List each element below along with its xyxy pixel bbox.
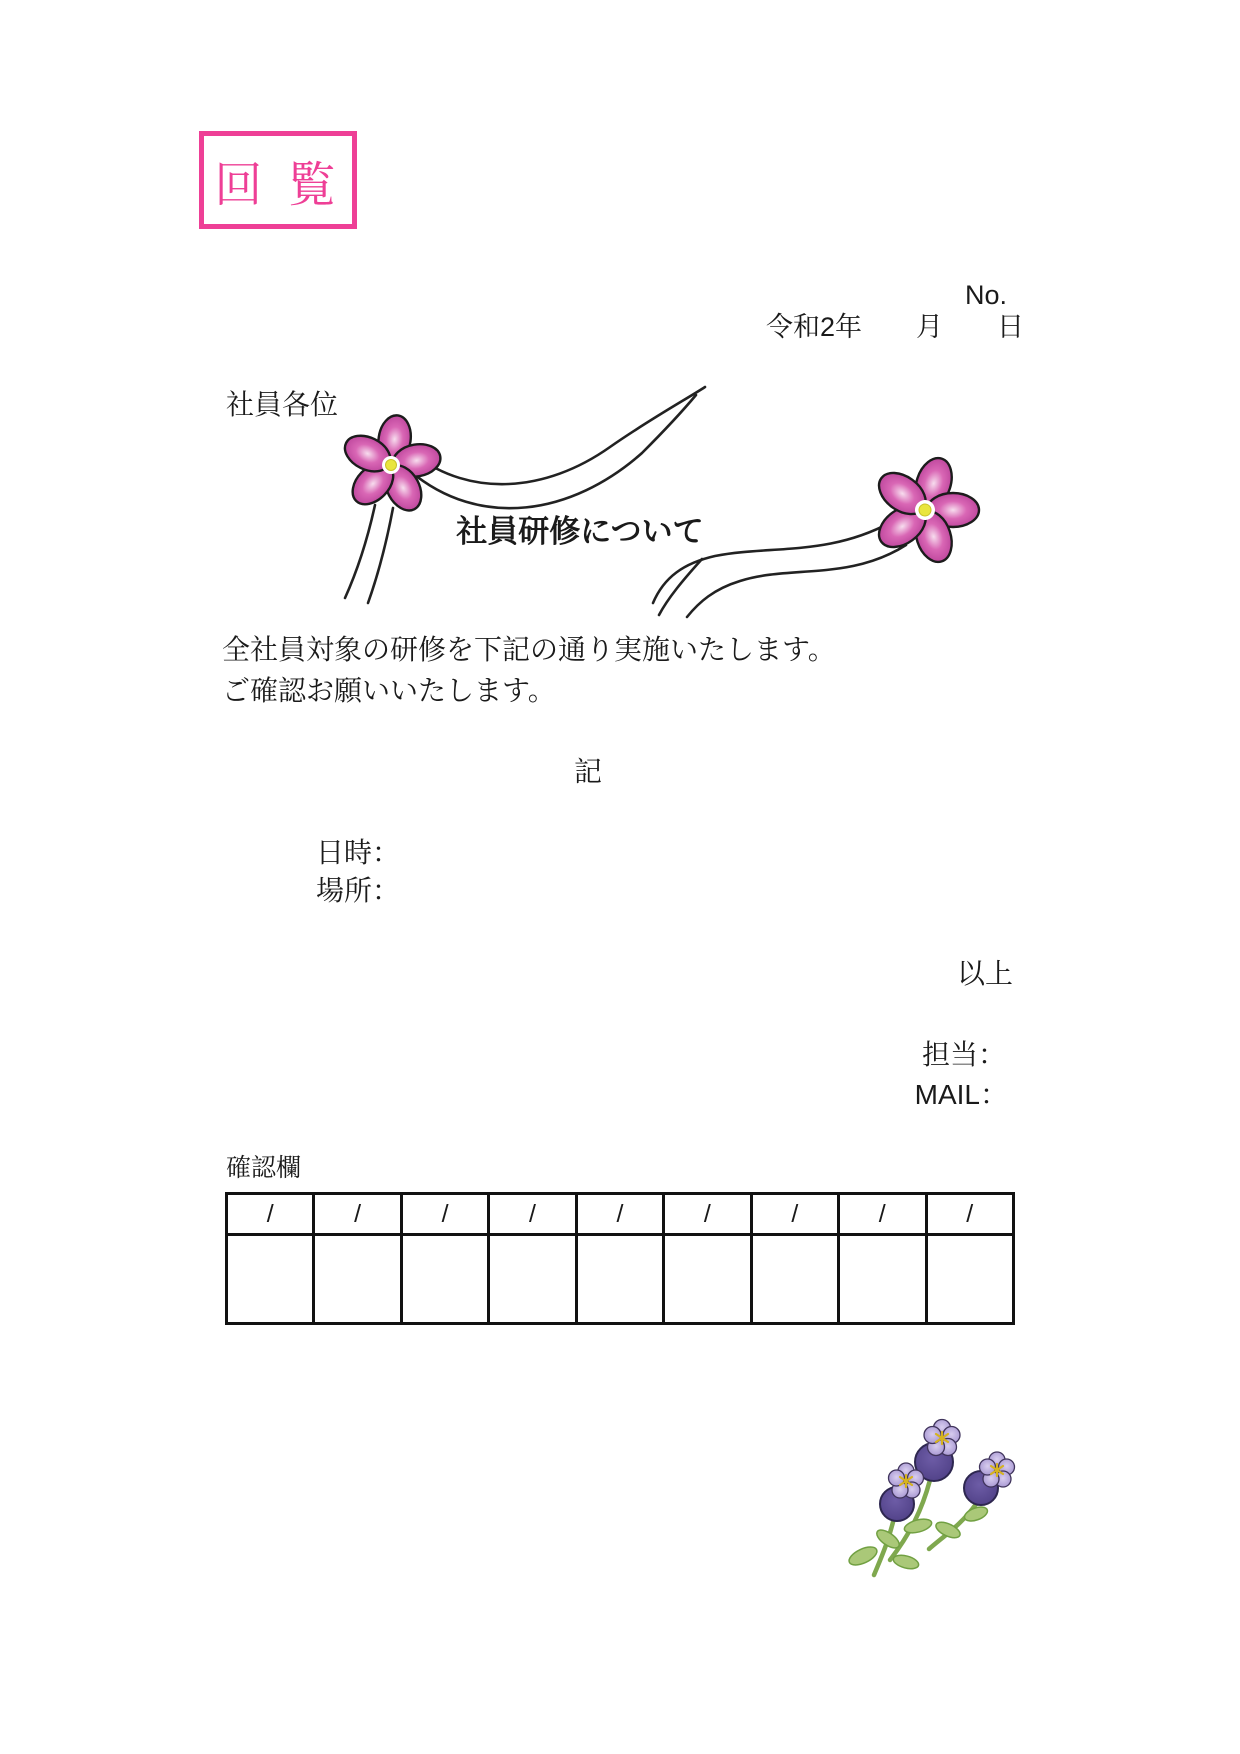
pansy-bouquet-icon bbox=[830, 1408, 1040, 1593]
confirmation-table-caption: 確認欄 bbox=[226, 1154, 302, 1182]
signature-cell bbox=[839, 1235, 926, 1324]
record-marker: 記 bbox=[573, 756, 602, 787]
left-cosmos-flower bbox=[339, 413, 443, 516]
contact-person-label: 担当： bbox=[921, 1039, 1006, 1070]
datetime-label: 日時： bbox=[316, 837, 401, 868]
closing-label: 以上 bbox=[956, 958, 1013, 989]
cosmos-flowers-icon bbox=[310, 375, 1010, 620]
signature-cell bbox=[664, 1235, 751, 1324]
date-cell: / bbox=[401, 1194, 488, 1235]
signature-cell bbox=[926, 1235, 1014, 1324]
date-line: 令和2年 月 日 bbox=[766, 312, 1025, 342]
date-cell: / bbox=[839, 1194, 926, 1235]
date-cell: / bbox=[227, 1194, 314, 1235]
date-cell: / bbox=[489, 1194, 576, 1235]
circulation-stamp-label: 回 覧 bbox=[214, 158, 342, 212]
date-cell: / bbox=[314, 1194, 401, 1235]
cosmos-flowers-illustration bbox=[310, 375, 1010, 620]
confirmation-signature-row bbox=[227, 1235, 1014, 1324]
pansy-bouquet-illustration bbox=[830, 1408, 1040, 1593]
date-cell: / bbox=[926, 1194, 1014, 1235]
signature-cell bbox=[401, 1235, 488, 1324]
signature-cell bbox=[227, 1235, 314, 1324]
date-cell: / bbox=[664, 1194, 751, 1235]
date-cell: / bbox=[751, 1194, 838, 1235]
document-title: 社員研修について bbox=[456, 514, 704, 549]
recipient-label: 社員各位 bbox=[226, 389, 339, 420]
place-label: 場所： bbox=[316, 875, 401, 906]
body-line-2: ご確認お願いいたします。 bbox=[222, 675, 556, 706]
confirmation-table bbox=[225, 1192, 1015, 1325]
date-cell: / bbox=[576, 1194, 663, 1235]
signature-cell bbox=[489, 1235, 576, 1324]
signature-cell bbox=[751, 1235, 838, 1324]
body-line-1: 全社員対象の研修を下記の通り実施いたします。 bbox=[222, 634, 836, 665]
right-cosmos-flower bbox=[855, 441, 996, 578]
signature-cell bbox=[576, 1235, 663, 1324]
document-number-label: No. bbox=[965, 280, 1008, 310]
contact-mail-label: MAIL： bbox=[914, 1079, 1008, 1110]
signature-cell bbox=[314, 1235, 401, 1324]
circulation-stamp-box bbox=[199, 131, 357, 229]
confirmation-date-row bbox=[227, 1194, 1014, 1235]
